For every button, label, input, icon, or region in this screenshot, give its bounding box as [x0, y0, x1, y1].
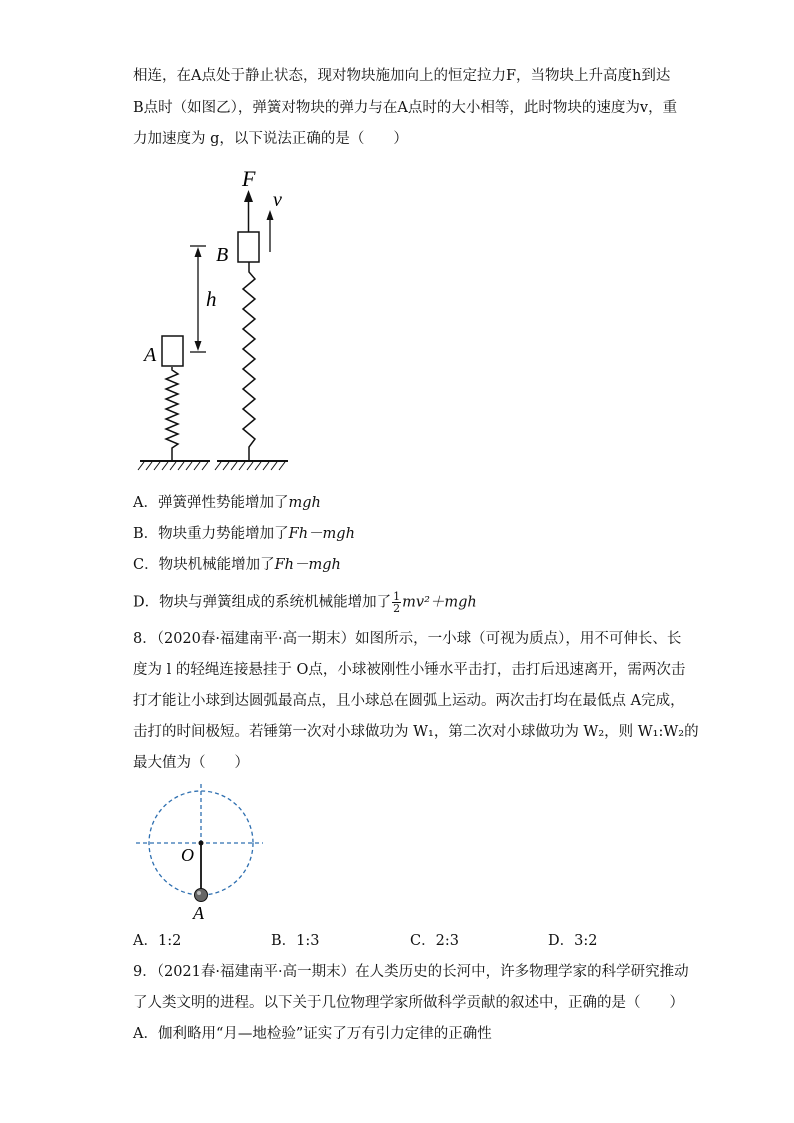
q9-stem-line-2: 了人类文明的进程。以下关于几位物理学家所做科学贡献的叙述中，正确的是（ ） — [133, 995, 684, 1011]
q8-stem-line-5: 最大值为（ ） — [133, 755, 249, 771]
block-b — [238, 232, 259, 262]
spring-b — [243, 262, 255, 461]
q7-stem-line-2: B点时（如图乙），弹簧对物块的弹力与在A点时的大小相等，此时物块的速度为v，重 — [133, 100, 678, 116]
label-a: A — [144, 344, 157, 366]
q9-option-a[interactable]: A．伽利略用“月—地检验”证实了万有引力定律的正确性 — [133, 1026, 492, 1042]
q8-option-b[interactable]: B．1:3 — [271, 933, 320, 949]
label-a-point: A — [193, 903, 204, 922]
q8-option-c[interactable]: C．2:3 — [410, 933, 459, 949]
q9-stem-line-1: 9．（2021春·福建南平·高一期末）在人类历史的长河中，许多物理学家的科学研究推动 — [133, 964, 689, 980]
label-o: O — [181, 845, 194, 865]
label-h: h — [206, 287, 217, 311]
block-a — [162, 336, 183, 366]
q8-option-a[interactable]: A．1:2 — [133, 933, 182, 949]
q7-stem-line-1: 相连，在A点处于静止状态，现对物块施加向上的恒定拉力F，当物块上升高度h到达 — [133, 68, 671, 84]
q8-stem-line-4: 击打的时间极短。若锤第一次对小球做功为 W₁，第二次对小球做功为 W₂，则 W₁:W₂的 — [133, 724, 699, 740]
spring-a — [166, 367, 178, 461]
q8-stem-line-2: 度为 l 的轻绳连接悬挂于 O点，小球被刚性小锤水平击打，击打后迅速离开，需两次击 — [133, 662, 686, 678]
q7-stem-line-3: 力加速度为 g，以下说法正确的是（ ） — [133, 131, 408, 147]
q7-option-c[interactable]: C．物块机械能增加了Fh－mgh — [133, 557, 341, 573]
q8-stem-line-3: 打才能让小球到达圆弧最高点，且小球总在圆弧上运动。两次击打均在最低点 A完成， — [133, 693, 685, 709]
q8-stem-line-1: 8．（2020春·福建南平·高一期末）如图所示，一小球（可视为质点），用不可伸长、长 — [133, 631, 682, 647]
label-v: v — [273, 189, 282, 211]
q7-option-b[interactable]: B．物块重力势能增加了Fh－mgh — [133, 526, 355, 542]
q8-option-d[interactable]: D．3:2 — [548, 933, 598, 949]
q7-spring-figure — [130, 160, 300, 475]
q8-circle-figure — [133, 782, 268, 922]
fraction-half: $\frac{1}{2}$ — [393, 590, 401, 615]
label-f: F — [242, 166, 256, 191]
label-b: B — [216, 244, 229, 266]
q7-option-a[interactable]: A．弹簧弹性势能增加了mgh — [133, 495, 321, 511]
q7-option-d[interactable]: D．物块与弹簧组成的系统机械能增加了 $\frac{1}{2}$ mv²＋mgh — [133, 590, 477, 615]
